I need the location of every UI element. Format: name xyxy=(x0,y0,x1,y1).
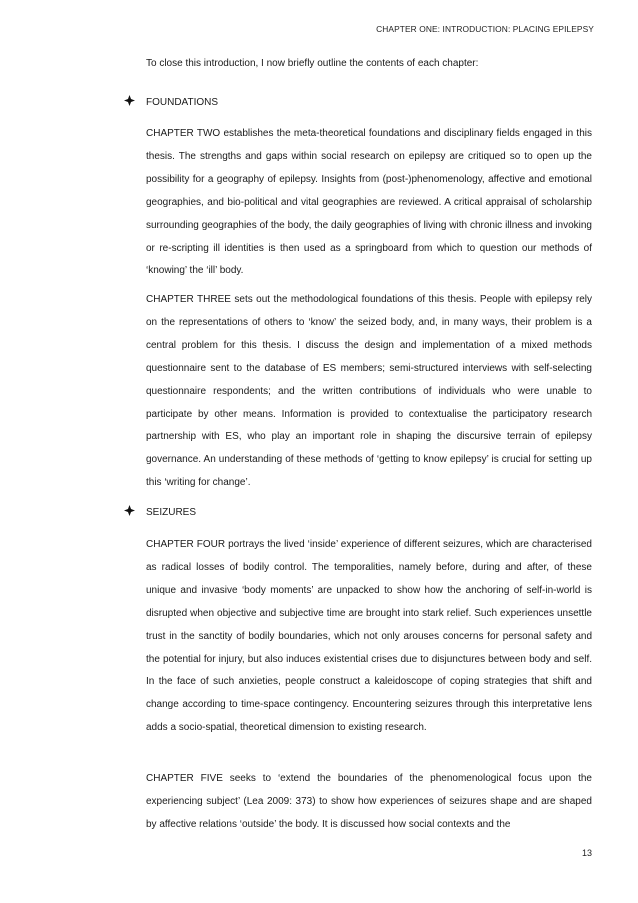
running-header: CHAPTER ONE: INTRODUCTION: PLACING EPILEPSY xyxy=(376,24,594,34)
intro-text: To close this introduction, I now briefly outline the contents of each chapter: xyxy=(146,58,479,69)
section-title: FOUNDATIONS xyxy=(146,97,219,108)
section-heading-foundations xyxy=(124,95,218,110)
section-title: SEIZURES xyxy=(146,507,197,518)
section-heading-seizures xyxy=(124,505,196,520)
paragraph-chapter-four: CHAPTER FOUR portrays the lived ‘inside’ experience of different seizures, which are characterised as radical losses of bodily control. The temporalities, namely before, during and after, of these unique and invasive ‘body moments’ are unpacked to show how the anchoring of self-in-world is disrupted when objective and subjective time are brought into stark relief. Such experiences unsettle trust in the sanctity of bodily boundaries, which not only arouses concerns for personal safety and the potential for injury, but also induces existential crises due to disjunctures between body and self. In the face of such anxieties, people construct a kaleidoscope of coping strategies that shift and change according to time-space contingency. Encountering seizures through this interpretative lens adds a socio-spatial, theoretical dimension to existing research. xyxy=(146,539,592,734)
paragraph-chapter-five: CHAPTER FIVE seeks to ‘extend the boundaries of the phenomenological focus upon the experiencing subject’ (Lea 2009: 373) to show how experiences of seizures shape and are shaped by affective relations ‘outside’ the body. It is discussed how social contexts and the xyxy=(146,773,592,830)
diamond-bullet-icon xyxy=(124,505,146,520)
paragraph-chapter-three: CHAPTER THREE sets out the methodological foundations of this thesis. People with epilepsy rely on the representations of others to ‘know’ the seized body, and, in many ways, their problem is a central problem for this thesis. I discuss the design and implementation of a mixed methods questionnaire sent to the database of ES members; semi-structured interviews with self-selecting questionnaire respondents; and the written contributions of individuals who were unable to participate by other means. Information is provided to contextualise the participatory research partnership with ES, who play an important role in shaping the discursive terrain of epilepsy governance. An understanding of these methods of ‘getting to know epilepsy’ is crucial for setting up this ‘writing for change’. xyxy=(146,294,592,489)
paragraph-chapter-two: CHAPTER TWO establishes the meta-theoretical foundations and disciplinary fields engaged in this thesis. The strengths and gaps within social research on epilepsy are critiqued so to open up the possibility for a geography of epilepsy. Insights from (post-)phenomenology, affective and emotional geographies, and bio-political and vital geographies are reviewed. A critical appraisal of scholarship surrounding geographies of the body, the daily geographies of living with chronic illness and invoking or re-scripting ill identities is then used as a springboard from which to question our methods of ‘knowing’ the ‘ill’ body. xyxy=(146,128,592,277)
diamond-bullet-icon xyxy=(124,95,146,110)
page-number: 13 xyxy=(581,848,592,858)
